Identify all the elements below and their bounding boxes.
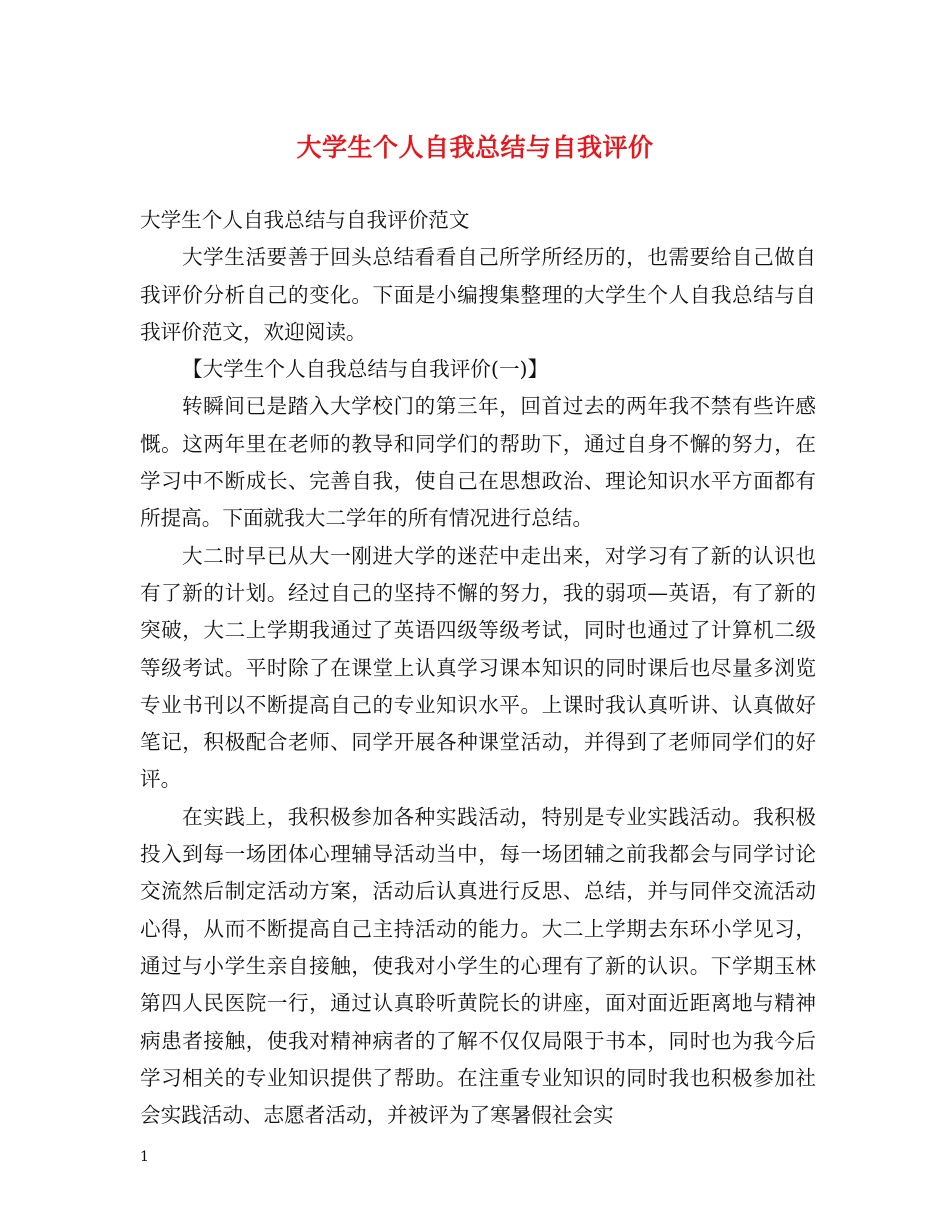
body-paragraph: 大二时早已从大一刚进大学的迷茫中走出来，对学习有了新的认识也有了新的计划。经过自己的坚持不懈的努力，我的弱项—英语，有了新的突破，大二上学期我通过了英语四级等级考试，同时也通过了计算机二级等级考试。平时除了在课堂上认真学习课本知识的同时课后也尽量多浏览专业书刊以不断提高自己的专业知识水平。上课时我认真听讲、认真做好笔记，积极配合老师、同学开展各种课堂活动，并得到了老师同学们的好评。	[140, 543, 816, 792]
intro-paragraph: 大学生活要善于回头总结看看自己所学所经历的，也需要给自己做自我评价分析自己的变化。下面是小编搜集整理的大学生个人自我总结与自我评价范文，欢迎阅读。	[140, 245, 816, 344]
body-paragraph: 在实践上，我积极参加各种实践活动，特别是专业实践活动。我积极投入到每一场团体心理辅导活动当中，每一场团辅之前我都会与同学讨论交流然后制定活动方案，活动后认真进行反思、总结，并与同伴交流活动心得，从而不断提高自己主持活动的能力。大二上学期去东环小学见习，通过与小学生亲自接触，使我对小学生的心理有了新的认识。下学期玉林第四人民医院一行，通过认真聆听黄院长的讲座，面对面近距离地与精神病患者接触，使我对精神病者的了解不仅仅局限于书本，同时也为我今后学习相关的专业知识提供了帮助。在注重专业知识的同时我也积极参加社会实践活动、志愿者活动，并被评为了寒暑假社会实	[140, 804, 816, 1128]
subtitle-paragraph: 大学生个人自我总结与自我评价范文	[140, 208, 470, 232]
document-body	[140, 202, 816, 1134]
page-number: 1	[140, 1149, 149, 1165]
document-title: 大学生个人自我总结与自我评价	[296, 133, 654, 162]
section-heading: 【大学生个人自我总结与自我评价(一)】	[182, 357, 549, 382]
body-paragraph: 转瞬间已是踏入大学校门的第三年，回首过去的两年我不禁有些许感慨。这两年里在老师的教导和同学们的帮助下，通过自身不懈的努力，在学习中不断成长、完善自我，使自己在思想政治、理论知识水平方面都有所提高。下面就我大二学年的所有情况进行总结。	[140, 394, 816, 531]
